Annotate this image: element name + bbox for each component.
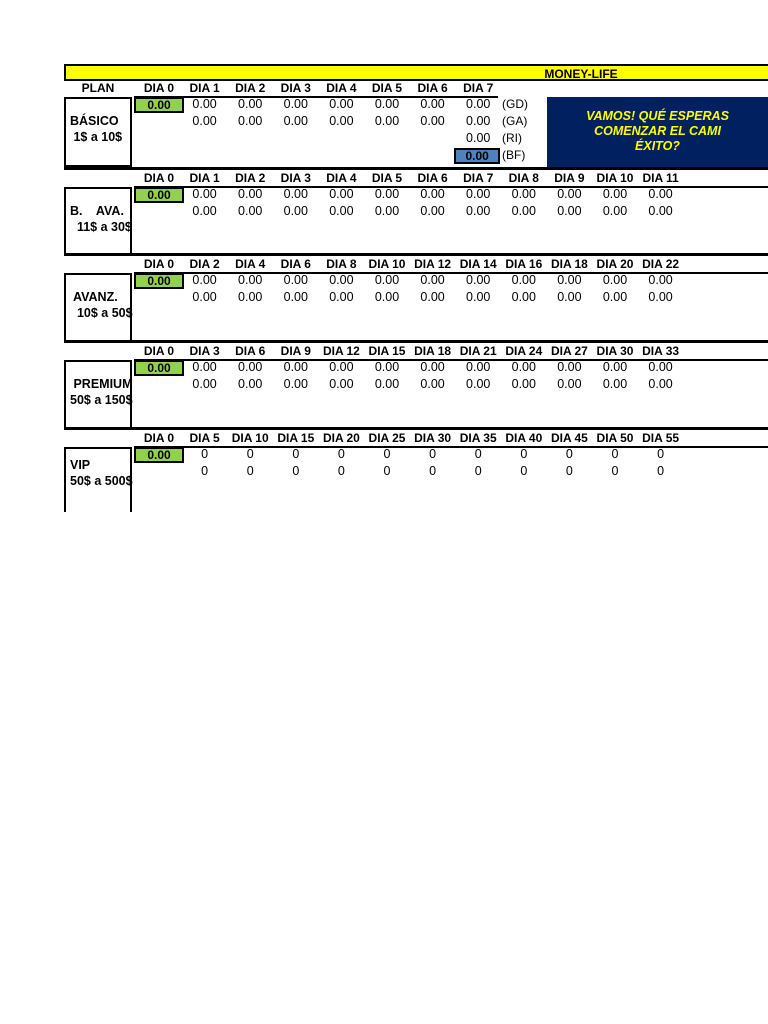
value-cell: 0	[201, 464, 209, 478]
value-cell: 0	[429, 464, 437, 478]
day-header: DIA 25	[368, 431, 406, 445]
value-cell: 0	[474, 447, 482, 461]
value-cell: 0.00	[374, 377, 400, 391]
plan-section	[64, 340, 768, 427]
value-cell: 0.00	[238, 273, 263, 287]
value-cell: 0.00	[557, 377, 582, 391]
day-header: DIA 33	[642, 344, 680, 358]
day0-value: 0.00	[134, 97, 184, 113]
value-cell: 0.00	[420, 187, 445, 201]
value-cell: 0.00	[374, 360, 400, 374]
value-cell: 0	[474, 464, 482, 478]
value-cell: 0	[201, 447, 209, 461]
value-cell: 0.00	[238, 97, 263, 111]
plan-name-line: 10$ a 50$	[70, 306, 133, 320]
value-cell: 0.00	[648, 273, 673, 287]
legend-label: (GD)	[502, 97, 528, 111]
value-cell: 0.00	[192, 377, 217, 391]
value-cell: 0	[383, 464, 391, 478]
value-cell: 0.00	[329, 97, 354, 111]
value-cell: 0.00	[511, 187, 536, 201]
value-cell: 0.00	[283, 114, 308, 128]
value-cell: 0.00	[283, 273, 308, 287]
value-cell: 0	[565, 464, 573, 478]
value-cell: 0.00	[192, 204, 217, 218]
legend-label: (BF)	[502, 148, 526, 162]
data-row-1	[64, 187, 768, 203]
plan-name-line: 50$ a 150$	[70, 393, 133, 407]
day-header: DIA 2	[235, 81, 266, 95]
data-row-2	[64, 114, 768, 130]
day-header: DIA 5	[189, 431, 220, 445]
day-header: DIA 6	[235, 344, 266, 358]
value-cell: 0.00	[329, 273, 354, 287]
day-header: DIA 10	[231, 431, 269, 445]
day-header: DIA 1	[189, 81, 220, 95]
data-row-1	[64, 447, 768, 463]
value-cell: 0.00	[557, 187, 582, 201]
value-cell: 0	[337, 447, 345, 461]
day-header-row	[64, 431, 768, 446]
day-header: DIA 15	[277, 431, 315, 445]
plan-name-line: 11$ a 30$	[70, 220, 132, 234]
day-header: DIA 9	[554, 171, 585, 185]
value-cell: 0.00	[420, 97, 445, 111]
day-header-row	[64, 171, 768, 186]
value-cell: 0	[246, 447, 254, 461]
day-header: DIA 15	[368, 344, 406, 358]
value-cell: 0.00	[420, 377, 445, 391]
value-cell: 0.00	[374, 187, 400, 201]
day-header: DIA 40	[505, 431, 543, 445]
day-header: DIA 35	[459, 431, 497, 445]
value-cell: 0.00	[283, 360, 308, 374]
day-header-row	[64, 81, 768, 96]
day-header: DIA 5	[371, 81, 403, 95]
day-header: DIA 10	[368, 257, 406, 271]
day-header: DIA 6	[417, 81, 448, 95]
day-header: DIA 30	[596, 344, 634, 358]
value-cell: 0.00	[466, 290, 491, 304]
value-cell: 0.00	[602, 273, 628, 287]
day-header: DIA 2	[235, 171, 266, 185]
value-cell: 0.00	[648, 290, 673, 304]
day-header: DIA 6	[280, 257, 311, 271]
data-row-2	[64, 290, 768, 306]
value-cell: 0	[657, 464, 665, 478]
day-header: DIA 12	[414, 257, 452, 271]
value-cell: 0	[337, 464, 345, 478]
day-header: DIA 2	[189, 257, 220, 271]
value-cell: 0.00	[192, 290, 217, 304]
value-cell: 0	[520, 447, 528, 461]
value-cell: 0.00	[192, 114, 217, 128]
money-life-sheet	[64, 64, 768, 512]
data-row-2	[64, 204, 768, 220]
day-header: DIA 3	[280, 171, 311, 185]
plan-section	[64, 81, 768, 167]
day-header: DIA 7	[463, 81, 494, 95]
bf-value: 0.00	[454, 148, 500, 164]
value-cell: 0.00	[238, 187, 263, 201]
legend-label: (RI)	[502, 131, 522, 145]
day-header: DIA 0	[143, 431, 175, 445]
value-cell: 0.00	[466, 204, 491, 218]
data-row-1	[64, 273, 768, 289]
value-cell: 0.00	[602, 377, 628, 391]
value-cell: 0	[292, 464, 300, 478]
data-row-2	[64, 377, 768, 393]
day-header: DIA 12	[322, 344, 360, 358]
day-header: DIA 0	[143, 344, 175, 358]
day-header: DIA 4	[326, 171, 357, 185]
day-header: DIA 3	[189, 344, 220, 358]
day0-value: 0.00	[134, 447, 184, 463]
value-cell: 0.00	[192, 187, 217, 201]
day-header: DIA 4	[326, 81, 357, 95]
value-cell: 0.00	[557, 273, 582, 287]
day-header: DIA 0	[143, 171, 175, 185]
value-cell: 0.00	[602, 360, 628, 374]
day-header: DIA 18	[550, 257, 588, 271]
day-header: DIA 30	[414, 431, 452, 445]
value-cell: 0	[565, 447, 573, 461]
value-cell: 0.00	[511, 377, 536, 391]
value-cell: 0.00	[238, 204, 263, 218]
day-header: DIA 5	[371, 171, 403, 185]
value-cell: 0.00	[329, 360, 354, 374]
day-header-row	[64, 257, 768, 272]
value-cell: 0.00	[192, 273, 217, 287]
day-header: DIA 24	[505, 344, 543, 358]
value-cell: 0.00	[283, 290, 308, 304]
plan-section	[64, 427, 768, 512]
day-header: DIA 8	[508, 171, 539, 185]
value-cell: 0.00	[329, 290, 354, 304]
day-header: DIA 27	[550, 344, 588, 358]
value-cell: 0.00	[374, 114, 400, 128]
value-cell: 0.00	[466, 273, 491, 287]
value-cell: 0.00	[238, 360, 263, 374]
value-cell: 0.00	[466, 114, 491, 128]
value-cell: 0.00	[374, 97, 400, 111]
promo-line-2: COMENZAR EL CAMI	[594, 124, 721, 138]
day-header: DIA 0	[143, 257, 175, 271]
value-cell: 0.00	[374, 290, 400, 304]
value-cell: 0.00	[602, 204, 628, 218]
value-cell: 0	[429, 447, 437, 461]
value-cell: 0.00	[602, 290, 628, 304]
day-header: DIA 0	[143, 81, 175, 95]
value-cell: 0.00	[329, 114, 354, 128]
day0-value: 0.00	[134, 360, 184, 376]
plan-name-line: PREMIUM	[70, 377, 133, 391]
day-header: DIA 16	[505, 257, 543, 271]
value-cell: 0.00	[238, 114, 263, 128]
data-row-1	[64, 97, 768, 113]
value-cell: 0.00	[329, 187, 354, 201]
day0-value: 0.00	[134, 273, 184, 289]
value-cell: 0.00	[466, 187, 491, 201]
title-band	[64, 64, 768, 81]
value-cell: 0	[520, 464, 528, 478]
day-header: DIA 18	[414, 344, 452, 358]
legend-label: (GA)	[502, 114, 528, 128]
day-header: DIA 45	[550, 431, 588, 445]
value-cell: 0.00	[557, 360, 582, 374]
day-header-row	[64, 344, 768, 359]
day-header: DIA 20	[322, 431, 360, 445]
day0-value: 0.00	[134, 187, 184, 203]
value-cell: 0.00	[420, 360, 445, 374]
plan-name-line: 1$ a 10$	[70, 130, 123, 144]
day-header: DIA 55	[642, 431, 680, 445]
plan-name-line: B. AVA.	[70, 204, 124, 218]
value-cell: 0.00	[648, 204, 673, 218]
day-header: DIA 8	[326, 257, 357, 271]
value-cell: 0.00	[557, 290, 582, 304]
value-cell: 0.00	[283, 187, 308, 201]
value-cell: 0	[611, 447, 619, 461]
promo-line-3: ÉXITO?	[635, 139, 680, 153]
value-cell: 0.00	[511, 204, 536, 218]
value-cell: 0.00	[648, 360, 673, 374]
plan-name-line: BÁSICO	[70, 114, 119, 128]
value-cell: 0.00	[602, 187, 628, 201]
day-header: DIA 11	[642, 171, 679, 185]
value-cell: 0.00	[374, 204, 400, 218]
value-cell: 0.00	[374, 273, 400, 287]
value-cell: 0.00	[511, 273, 536, 287]
value-cell: 0.00	[283, 97, 308, 111]
day-header: DIA 1	[189, 171, 220, 185]
value-cell: 0.00	[329, 204, 354, 218]
plan-name-line: VIP	[70, 458, 91, 472]
value-cell: 0.00	[557, 204, 582, 218]
value-cell: 0.00	[420, 204, 445, 218]
plan-column-header: PLAN	[81, 81, 115, 95]
value-cell: 0.00	[648, 187, 673, 201]
value-cell: 0.00	[192, 360, 217, 374]
value-cell: 0.00	[192, 97, 217, 111]
value-cell: 0.00	[238, 290, 263, 304]
value-cell: 0.00	[511, 360, 536, 374]
value-cell: 0.00	[420, 290, 445, 304]
value-cell: 0	[246, 464, 254, 478]
plan-name-line: 50$ a 500$	[70, 474, 133, 488]
data-row-1	[64, 360, 768, 376]
day-header: DIA 7	[463, 171, 494, 185]
day-header: DIA 14	[459, 257, 497, 271]
value-cell: 0.00	[648, 377, 673, 391]
sheet-title: MONEY-LIFE	[544, 67, 618, 81]
day-header: DIA 6	[417, 171, 448, 185]
value-cell: 0.00	[466, 360, 491, 374]
day-header: DIA 4	[235, 257, 266, 271]
value-cell: 0.00	[466, 377, 491, 391]
value-cell: 0	[611, 464, 619, 478]
value-cell: 0.00	[238, 377, 263, 391]
value-cell: 0	[657, 447, 665, 461]
value-cell: 0.00	[283, 377, 308, 391]
day-header: DIA 20	[596, 257, 634, 271]
value-cell: 0.00	[420, 273, 445, 287]
day-header: DIA 22	[642, 257, 680, 271]
value-cell: 0.00	[420, 114, 445, 128]
plan-section	[64, 253, 768, 340]
day-header: DIA 3	[280, 81, 311, 95]
day-header: DIA 10	[596, 171, 634, 185]
value-cell: 0.00	[511, 290, 536, 304]
plan-section	[64, 167, 768, 253]
value-cell: 0.00	[283, 204, 308, 218]
day-header: DIA 21	[459, 344, 497, 358]
value-cell: 0.00	[329, 377, 354, 391]
data-row-2	[64, 464, 768, 480]
promo-line-1: VAMOS! QUÉ ESPERAS	[586, 109, 729, 123]
day-header: DIA 9	[280, 344, 311, 358]
plan-name-line: AVANZ.	[70, 290, 118, 304]
day-header: DIA 50	[596, 431, 634, 445]
value-cell: 0	[383, 447, 391, 461]
extra-value: 0.00	[466, 131, 491, 145]
value-cell: 0.00	[466, 97, 491, 111]
value-cell: 0	[292, 447, 300, 461]
